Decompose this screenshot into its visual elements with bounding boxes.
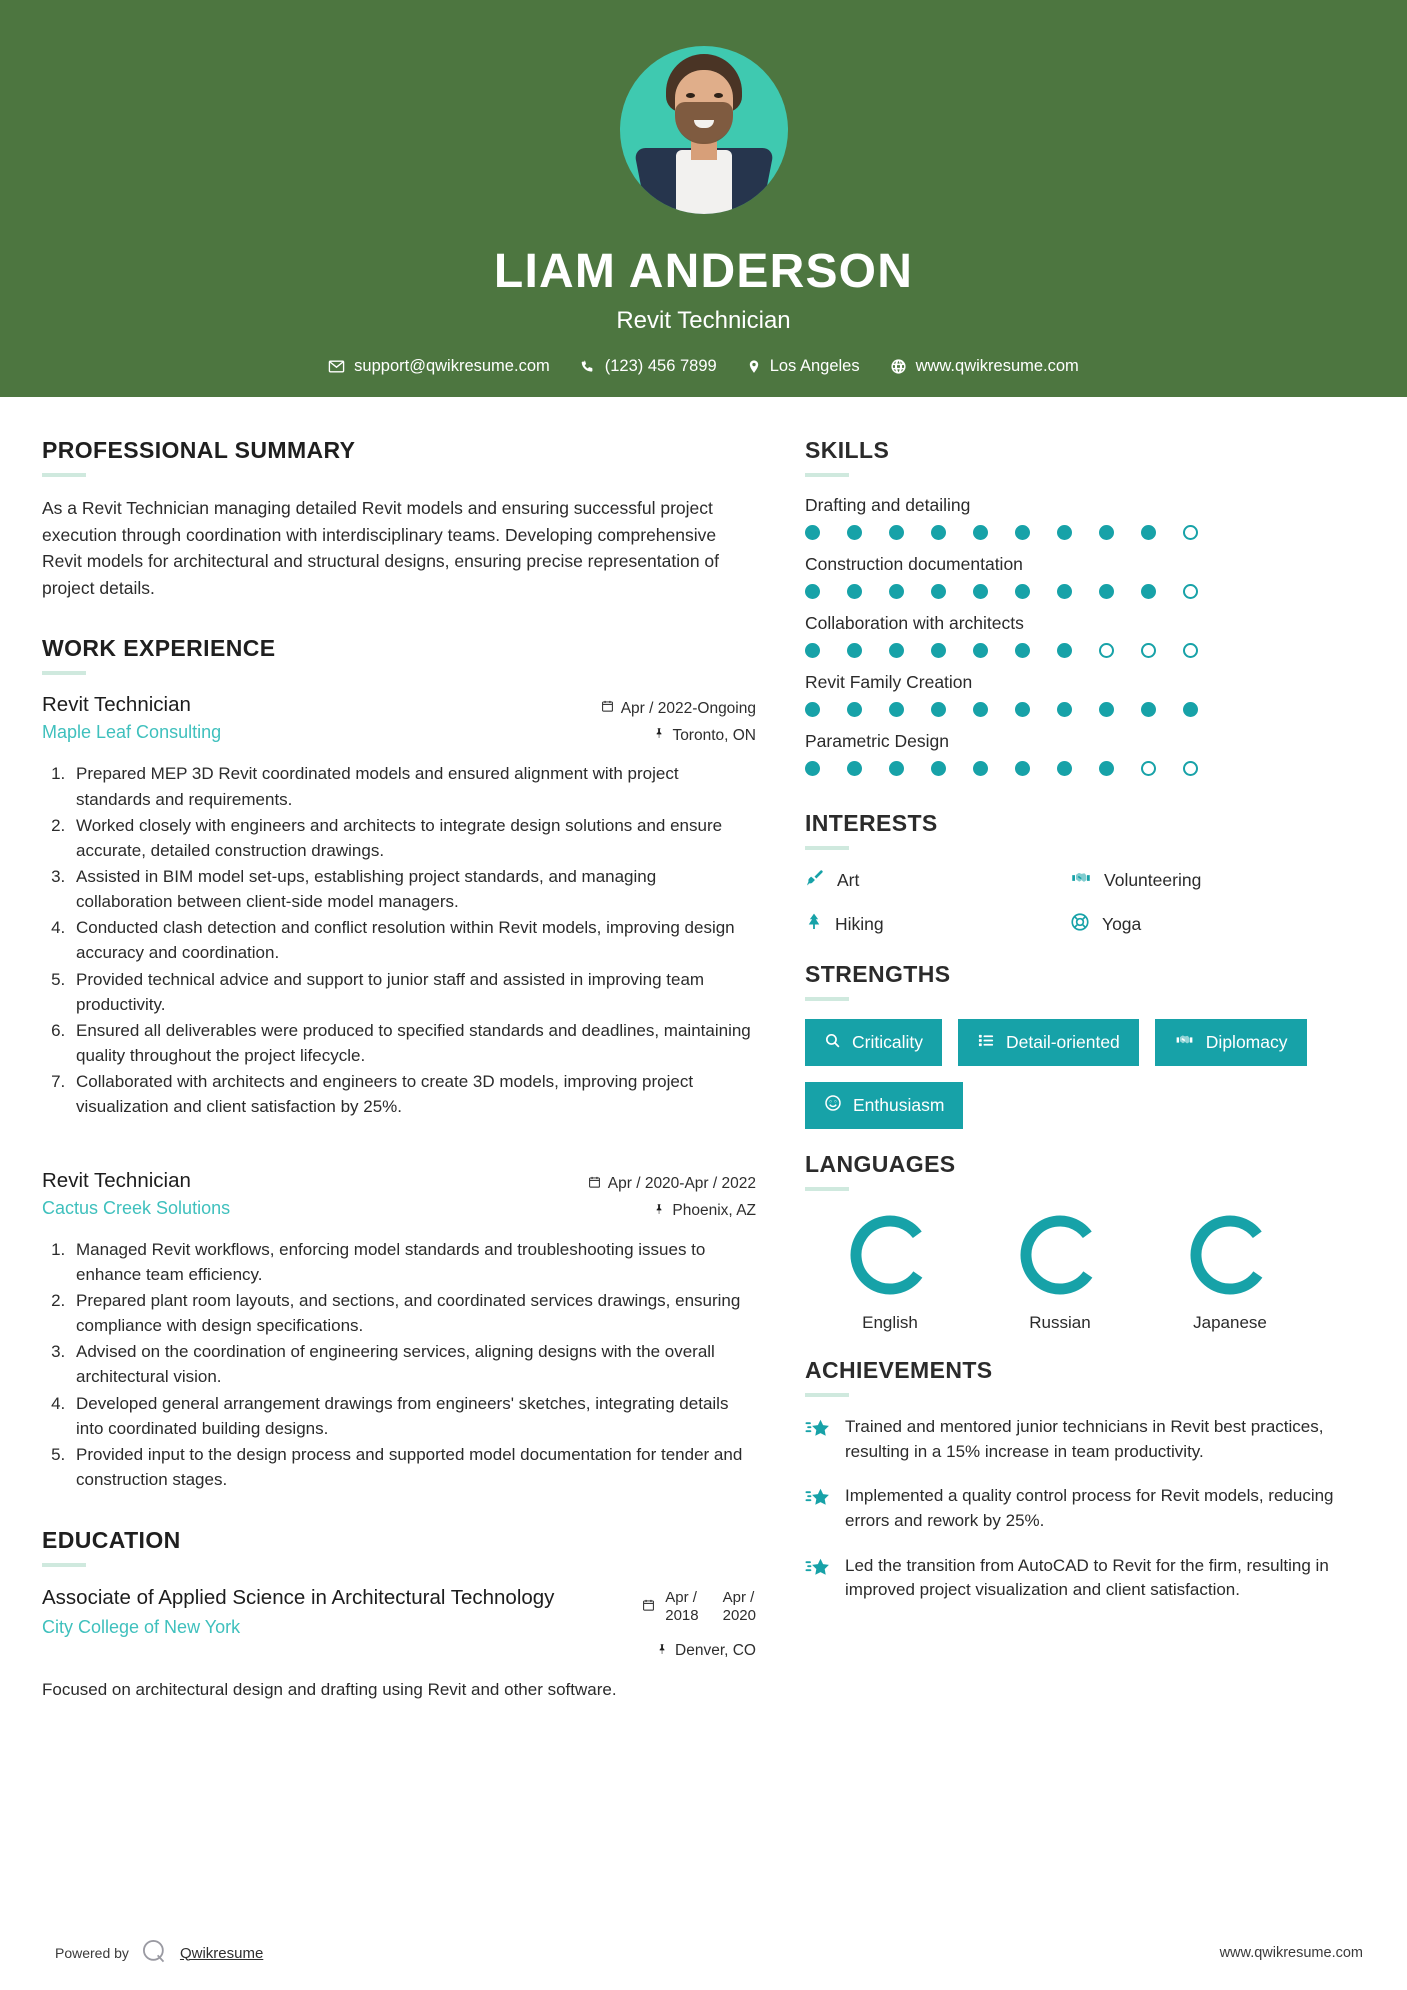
section-rule <box>42 473 86 477</box>
education-start-month: Apr / <box>665 1589 697 1607</box>
skill-dot-filled <box>1057 643 1072 658</box>
skill-dot-filled <box>1015 584 1030 599</box>
pin-icon <box>657 1642 668 1661</box>
skill-rating <box>805 702 1363 717</box>
section-rule <box>805 846 849 850</box>
interest-label: Yoga <box>1102 913 1142 934</box>
language-label: English <box>862 1313 918 1332</box>
section-rule <box>805 473 849 477</box>
skill-dot-filled <box>1015 761 1030 776</box>
skill-name: Collaboration with architects <box>805 613 1024 633</box>
work-dates <box>546 1175 756 1194</box>
spacer <box>42 1121 756 1155</box>
education-start-date <box>665 1589 698 1626</box>
skill-dot-cell <box>847 584 889 599</box>
interest-volunteering <box>1070 868 1363 893</box>
skill-dot-filled <box>1099 702 1114 717</box>
star-badge-icon <box>805 1484 831 1533</box>
handshake-icon <box>1070 868 1092 893</box>
contact-location[interactable] <box>732 357 875 376</box>
skill-item <box>805 731 1363 776</box>
education-end-month: Apr / <box>722 1589 755 1607</box>
skill-dot-cell <box>805 584 847 599</box>
skill-dot-cell <box>1015 525 1057 540</box>
skill-dot-cell <box>1183 525 1225 540</box>
summary-text: As a Revit Technician managing detailed Revit models and ensuring successful project execution through coordination with interdisciplinary teams. Developing comprehensive Revit models for architectural and structural designs, ensuring precise representation of project details. <box>42 498 720 598</box>
resume-footer <box>0 1938 1407 1968</box>
contact-website-text: www.qwikresume.com <box>915 357 1079 375</box>
work-company[interactable]: Maple Leaf Consulting <box>42 722 222 743</box>
star-badge-icon <box>805 1554 831 1603</box>
skill-dot-filled <box>889 702 904 717</box>
skill-dot-cell <box>1141 761 1183 776</box>
skill-dot-cell <box>931 643 973 658</box>
skill-dot-cell <box>973 643 1015 658</box>
interest-hiking <box>805 911 1070 937</box>
pin-icon <box>654 726 665 745</box>
skill-item <box>805 495 1363 540</box>
skill-dot-empty <box>1183 643 1198 658</box>
language-label: Russian <box>1029 1313 1091 1332</box>
work-dates-text: Apr / 2020-Apr / 2022 <box>607 1175 756 1193</box>
work-bullet: 5. Provided input to the design process and supported model documentation for tender and construction stages. <box>70 1442 756 1492</box>
skill-dot-cell <box>1183 702 1225 717</box>
skill-dot-cell <box>931 525 973 540</box>
summary-section <box>42 437 756 601</box>
smiley-icon <box>824 1094 842 1117</box>
skill-name: Parametric Design <box>805 731 949 751</box>
avatar <box>620 46 788 214</box>
location-icon <box>747 358 761 375</box>
skill-dot-cell <box>1057 525 1099 540</box>
candidate-job-title: Revit Technician <box>616 307 791 334</box>
skill-dot-filled <box>847 525 862 540</box>
skill-dot-filled <box>1141 584 1156 599</box>
work-bullet: 5. Provided technical advice and support to junior staff and assisted in improving team productivity. <box>70 967 756 1017</box>
pin-icon <box>654 1202 665 1221</box>
skill-dot-cell <box>847 643 889 658</box>
contact-website[interactable] <box>875 357 1094 376</box>
skill-dot-filled <box>889 584 904 599</box>
skill-dot-filled <box>805 584 820 599</box>
skill-dot-cell <box>973 761 1015 776</box>
spacer <box>805 1333 1363 1357</box>
skill-dot-filled <box>889 643 904 658</box>
language-item <box>1145 1209 1315 1333</box>
work-bullet: 2. Prepared plant room layouts, and sections, and coordinated services drawings, ensuring compliance with design specifications. <box>70 1288 756 1338</box>
strength-chip-enthusiasm[interactable] <box>805 1082 963 1129</box>
contact-email-text: support@qwikresume.com <box>354 357 550 375</box>
skill-rating <box>805 761 1363 776</box>
work-bullet: 3. Advised on the coordination of engineering services, aligning designs with the overall architectural vision. <box>70 1339 756 1389</box>
skill-item <box>805 613 1363 658</box>
skill-dot-cell <box>1099 584 1141 599</box>
skill-dot-filled <box>973 761 988 776</box>
list-icon <box>977 1032 995 1054</box>
work-role: Revit Technician <box>42 693 191 717</box>
education-location <box>642 1642 756 1661</box>
skill-dot-filled <box>1099 525 1114 540</box>
skill-rating <box>805 643 1363 658</box>
skill-dot-filled <box>931 643 946 658</box>
avatar-eye-right <box>714 93 723 98</box>
skill-dot-cell <box>1183 761 1225 776</box>
skill-dot-filled <box>1057 525 1072 540</box>
skill-dot-cell <box>1099 761 1141 776</box>
work-section <box>42 635 756 1492</box>
email-icon <box>328 358 345 375</box>
education-date-pair <box>665 1589 756 1626</box>
skill-dot-cell <box>1015 702 1057 717</box>
skill-dot-cell <box>931 584 973 599</box>
calendar-icon <box>601 699 614 718</box>
summary-title: PROFESSIONAL SUMMARY <box>42 437 356 463</box>
interest-label: Hiking <box>835 913 884 934</box>
work-entry-titles <box>42 693 221 743</box>
skill-dot-filled <box>931 525 946 540</box>
work-entry-header <box>42 1169 756 1221</box>
skill-dot-cell <box>805 702 847 717</box>
work-bullets <box>42 1237 756 1493</box>
language-progress-ring <box>1014 1209 1106 1301</box>
education-start-year: 2018 <box>665 1607 699 1625</box>
skill-dot-filled <box>1015 702 1030 717</box>
resume-body <box>0 397 1407 1702</box>
skill-dot-cell <box>847 761 889 776</box>
work-entry <box>42 1169 756 1493</box>
skill-dot-cell <box>1099 525 1141 540</box>
paintbrush-icon <box>805 868 825 893</box>
strength-label: Diplomacy <box>1205 1032 1288 1052</box>
language-item <box>805 1209 975 1333</box>
skill-dot-filled <box>1099 761 1114 776</box>
achievement-text: Implemented a quality control process for Revit models, reducing errors and rework by 25%. <box>845 1486 1334 1530</box>
strength-chip-detail-oriented[interactable] <box>958 1019 1139 1066</box>
skill-dot-cell <box>1057 643 1099 658</box>
skill-dot-cell <box>1183 643 1225 658</box>
education-end-date <box>723 1589 756 1626</box>
language-progress-ring <box>844 1209 936 1301</box>
education-meta <box>642 1585 756 1661</box>
skill-dot-empty <box>1183 761 1198 776</box>
work-entry-header <box>42 693 756 745</box>
work-location <box>546 1202 756 1221</box>
skill-dot-filled <box>1141 525 1156 540</box>
skill-dot-cell <box>805 761 847 776</box>
skill-dot-filled <box>1015 525 1030 540</box>
right-column <box>800 437 1407 1702</box>
skill-dot-filled <box>847 702 862 717</box>
calendar-icon <box>588 1175 601 1194</box>
education-school[interactable]: City College of New York <box>42 1617 241 1638</box>
languages-row <box>805 1209 1363 1333</box>
qwikresume-link[interactable]: Qwikresume <box>179 1944 264 1962</box>
work-location-text: Toronto, ON <box>672 726 756 744</box>
footer-url[interactable]: www.qwikresume.com <box>1219 1945 1363 1961</box>
work-bullet: 6. Ensured all deliverables were produced to specified standards and deadlines, maintaining quality throughout the project lifecycle. <box>70 1018 756 1068</box>
skill-dot-cell <box>1141 643 1183 658</box>
interests-grid <box>805 868 1363 937</box>
education-end-year: 2020 <box>722 1607 756 1625</box>
achievement-item <box>805 1554 1363 1603</box>
spacer <box>805 943 1363 961</box>
skill-dot-filled <box>1057 584 1072 599</box>
skill-dot-cell <box>1015 761 1057 776</box>
strengths-grid <box>805 1019 1363 1129</box>
handshake-icon <box>1174 1031 1195 1054</box>
skill-dot-cell <box>1099 702 1141 717</box>
skill-dot-cell <box>973 584 1015 599</box>
skill-dot-empty <box>1141 643 1156 658</box>
skill-name: Drafting and detailing <box>805 495 971 515</box>
section-rule <box>805 1187 849 1191</box>
education-location-text: Denver, CO <box>675 1642 756 1660</box>
section-rule <box>42 671 86 675</box>
achievement-item <box>805 1484 1363 1533</box>
star-badge-icon <box>805 1415 831 1464</box>
skill-dot-cell <box>1183 584 1225 599</box>
skill-dot-filled <box>847 584 862 599</box>
work-location <box>546 726 756 745</box>
contact-phone-text: (123) 456 7899 <box>604 357 717 375</box>
globe-icon <box>890 358 907 375</box>
skill-dot-filled <box>1057 761 1072 776</box>
skill-dot-filled <box>973 525 988 540</box>
language-item <box>975 1209 1145 1333</box>
skill-dot-cell <box>805 525 847 540</box>
work-bullet: 3. Assisted in BIM model set-ups, establishing project standards, and managing collaboration between client-side model managers. <box>70 864 756 914</box>
strengths-section <box>805 961 1363 1129</box>
skill-dot-filled <box>847 761 862 776</box>
education-degree: Associate of Applied Science in Architectural Technology <box>42 1586 555 1610</box>
work-company[interactable]: Cactus Creek Solutions <box>42 1197 231 1218</box>
languages-title: LANGUAGES <box>805 1151 956 1177</box>
skill-item <box>805 554 1363 599</box>
education-dates <box>642 1585 756 1626</box>
work-bullet: 7. Collaborated with architects and engineers to create 3D models, improving project visualization and client satisfaction by 25%. <box>70 1069 756 1119</box>
achievements-title: ACHIEVEMENTS <box>805 1357 993 1383</box>
skill-dot-filled <box>931 584 946 599</box>
skill-dot-filled <box>805 761 820 776</box>
skill-dot-empty <box>1099 643 1114 658</box>
work-dates-text: Apr / 2022-Ongoing <box>620 699 756 717</box>
skill-dot-filled <box>1057 702 1072 717</box>
skill-dot-filled <box>1141 702 1156 717</box>
skill-name: Revit Family Creation <box>805 672 973 692</box>
contact-email[interactable] <box>313 357 565 376</box>
skill-dot-cell <box>889 643 931 658</box>
skill-dot-cell <box>1141 584 1183 599</box>
skill-dot-empty <box>1183 584 1198 599</box>
work-bullet: 1. Managed Revit workflows, enforcing model standards and troubleshooting issues to enhance team efficiency. <box>70 1237 756 1287</box>
spacer <box>42 601 756 635</box>
work-bullets <box>42 761 756 1119</box>
achievement-item <box>805 1415 1363 1464</box>
education-description: Focused on architectural design and drafting using Revit and other software. <box>42 1679 617 1699</box>
resume-header <box>0 0 1407 397</box>
spacer <box>805 1129 1363 1151</box>
calendar-icon <box>642 1589 655 1616</box>
skill-dot-filled <box>931 761 946 776</box>
work-meta <box>546 1169 756 1221</box>
skill-dot-cell <box>1141 525 1183 540</box>
section-rule <box>42 1563 86 1567</box>
interest-yoga <box>1070 911 1363 937</box>
interest-art <box>805 868 1070 893</box>
skill-dot-filled <box>973 702 988 717</box>
language-label: Japanese <box>1193 1313 1267 1332</box>
skills-section <box>805 437 1363 776</box>
work-meta <box>546 693 756 745</box>
skills-title: SKILLS <box>805 437 890 463</box>
spacer <box>42 1493 756 1527</box>
skill-dot-cell <box>973 525 1015 540</box>
achievements-section <box>805 1357 1363 1603</box>
work-entry-titles <box>42 1169 230 1219</box>
skill-name: Construction documentation <box>805 554 1023 574</box>
strength-label: Detail-oriented <box>1005 1032 1120 1052</box>
achievements-list <box>805 1415 1363 1603</box>
skill-dot-cell <box>931 702 973 717</box>
interest-label: Volunteering <box>1104 870 1202 890</box>
interest-label: Art <box>837 870 860 890</box>
qwikresume-logo-icon <box>141 1938 168 1968</box>
languages-section <box>805 1151 1363 1333</box>
work-bullet: 4. Conducted clash detection and conflict resolution within Revit models, improving design accuracy and coordination. <box>70 915 756 965</box>
strength-chip-diplomacy[interactable] <box>1155 1019 1307 1066</box>
skill-dot-filled <box>931 702 946 717</box>
interests-section <box>805 810 1363 937</box>
section-rule <box>805 1393 849 1397</box>
skill-rating <box>805 525 1363 540</box>
tree-icon <box>805 911 823 937</box>
skill-dot-cell <box>1015 584 1057 599</box>
powered-by-label: Powered by <box>55 1945 129 1961</box>
skill-dot-cell <box>805 643 847 658</box>
spacer <box>805 790 1363 810</box>
skill-rating <box>805 584 1363 599</box>
strength-chip-criticality[interactable] <box>805 1019 942 1066</box>
contact-location-text: Los Angeles <box>769 357 860 375</box>
skill-dot-cell <box>1141 702 1183 717</box>
skill-dot-cell <box>1057 584 1099 599</box>
education-titles <box>42 1585 554 1638</box>
skill-dot-filled <box>805 643 820 658</box>
interests-title: INTERESTS <box>805 810 938 836</box>
work-bullet: 2. Worked closely with engineers and architects to integrate design solutions and ensure accurate, detailed construction drawings. <box>70 813 756 863</box>
skill-dot-filled <box>805 525 820 540</box>
left-column <box>0 437 800 1702</box>
skill-dot-filled <box>889 761 904 776</box>
work-dates <box>546 699 756 718</box>
skill-dot-filled <box>805 702 820 717</box>
skill-dot-cell <box>1015 643 1057 658</box>
work-title: WORK EXPERIENCE <box>42 635 276 662</box>
skill-dot-cell <box>1099 643 1141 658</box>
work-bullet: 1. Prepared MEP 3D Revit coordinated models and ensured alignment with project standards and requirements. <box>70 761 756 811</box>
language-progress-ring <box>1184 1209 1276 1301</box>
skills-list <box>805 495 1363 776</box>
contact-row <box>313 357 1094 376</box>
skill-dot-filled <box>973 643 988 658</box>
avatar-eye-left <box>686 93 695 98</box>
skill-dot-cell <box>973 702 1015 717</box>
education-entry <box>42 1585 756 1661</box>
strength-label: Enthusiasm <box>853 1095 945 1115</box>
contact-phone[interactable] <box>565 357 732 376</box>
education-section <box>42 1527 756 1702</box>
skill-dot-cell <box>889 702 931 717</box>
skill-dot-cell <box>1057 702 1099 717</box>
work-location-text: Phoenix, AZ <box>672 1202 756 1220</box>
search-icon <box>824 1032 841 1054</box>
skill-dot-cell <box>889 584 931 599</box>
work-bullet: 4. Developed general arrangement drawings from engineers' sketches, integrating details into coordinated building designs. <box>70 1391 756 1441</box>
skill-dot-filled <box>1099 584 1114 599</box>
skill-dot-empty <box>1141 761 1156 776</box>
section-rule <box>805 997 849 1001</box>
powered-by <box>55 1938 263 1968</box>
skill-dot-filled <box>973 584 988 599</box>
achievement-text: Trained and mentored junior technicians in Revit best practices, resulting in a 15% increase in team productivity. <box>845 1417 1324 1461</box>
work-entry <box>42 693 756 1119</box>
work-role: Revit Technician <box>42 1168 191 1192</box>
skill-dot-cell <box>847 702 889 717</box>
skill-dot-cell <box>847 525 889 540</box>
achievement-text: Led the transition from AutoCAD to Revit for the firm, resulting in improved project visualization and client satisfaction. <box>845 1555 1329 1600</box>
candidate-name: LIAM ANDERSON <box>493 245 914 298</box>
skill-dot-filled <box>847 643 862 658</box>
skill-dot-cell <box>1057 761 1099 776</box>
skill-dot-cell <box>889 525 931 540</box>
skill-dot-empty <box>1183 525 1198 540</box>
skill-dot-cell <box>889 761 931 776</box>
skill-dot-filled <box>1015 643 1030 658</box>
lifebuoy-icon <box>1070 912 1090 937</box>
skill-dot-filled <box>1183 702 1198 717</box>
strength-label: Criticality <box>852 1032 923 1052</box>
skill-dot-cell <box>931 761 973 776</box>
skill-item <box>805 672 1363 717</box>
skill-dot-filled <box>889 525 904 540</box>
education-title: EDUCATION <box>42 1527 181 1554</box>
phone-icon <box>580 359 596 375</box>
strengths-title: STRENGTHS <box>805 961 951 987</box>
